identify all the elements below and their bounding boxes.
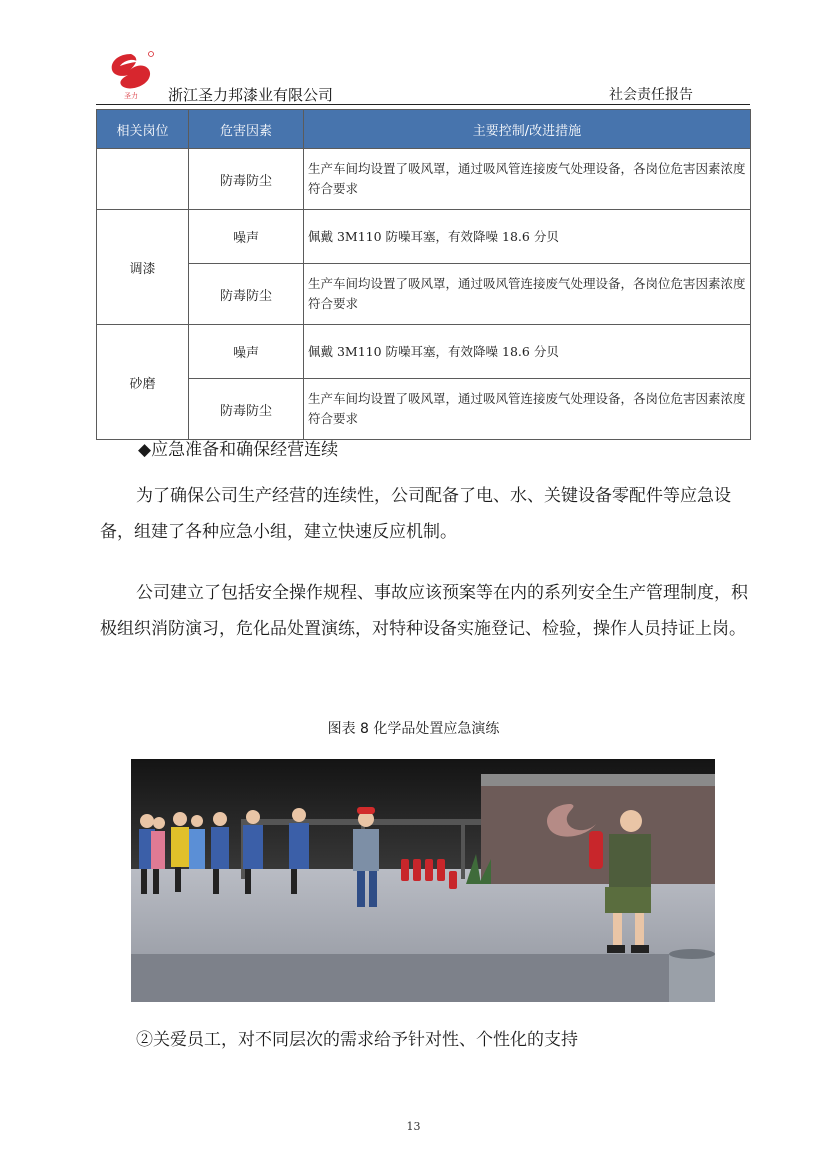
hazard-control-table [96, 109, 751, 440]
measure-cell: 佩戴 3M110 防噪耳塞，有效降噪 18.6 分贝 [304, 325, 751, 379]
hazard-cell: 噪声 [189, 210, 304, 264]
post-cell: 调漆 [97, 210, 189, 325]
table-header-row [97, 110, 751, 149]
table-row [97, 325, 751, 379]
post-cell: 砂磨 [97, 325, 189, 440]
hazard-cell: 防毒防尘 [189, 149, 304, 210]
list-item-care-employees: ②关爱员工，对不同层次的需求给予针对性、个性化的支持 [136, 1030, 578, 1050]
column-header-hazard: 危害因素 [189, 110, 304, 149]
hazard-cell: 防毒防尘 [189, 264, 304, 325]
measure-cell: 生产车间均设置了吸风罩，通过吸风管连接废气处理设备，各岗位危害因素浓度符合要求 [304, 149, 751, 210]
logo-text: 圣力 [124, 92, 138, 100]
table-row [97, 210, 751, 264]
figure-caption: 图表 8 化学品处置应急演练 [327, 721, 500, 737]
table-row [97, 379, 751, 440]
measure-cell: 佩戴 3M110 防噪耳塞，有效降噪 18.6 分贝 [304, 210, 751, 264]
post-cell [97, 149, 189, 210]
body-paragraph: 为了确保公司生产经营的连续性，公司配备了电、水、关键设备零配件等应急设备，组建了各种应急小组，建立快速反应机制。 [100, 486, 731, 542]
section-heading: ◆应急准备和确保经营连续 [138, 440, 339, 460]
column-header-post: 相关岗位 [97, 110, 189, 149]
hazard-cell: 防毒防尘 [189, 379, 304, 440]
page-number: 13 [406, 1120, 421, 1133]
header-divider [96, 104, 750, 105]
measure-cell: 生产车间均设置了吸风罩，通过吸风管连接废气处理设备，各岗位危害因素浓度符合要求 [304, 264, 751, 325]
table-row [97, 149, 751, 210]
body-paragraph: 公司建立了包括安全操作规程、事故应该预案等在内的系列安全生产管理制度，积极组织消防演习，危化品处置演练，对特种设备实施登记、检验，操作人员持证上岗。 [100, 583, 748, 639]
report-type: 社会责任报告 [609, 87, 693, 103]
company-logo [106, 48, 156, 100]
drill-photo [131, 759, 715, 1002]
hazard-cell: 噪声 [189, 325, 304, 379]
column-header-measure: 主要控制/改进措施 [304, 110, 751, 149]
measure-cell: 生产车间均设置了吸风罩，通过吸风管连接废气处理设备，各岗位危害因素浓度符合要求 [304, 379, 751, 440]
company-name: 浙江圣力邦漆业有限公司 [168, 86, 334, 104]
table-row [97, 264, 751, 325]
